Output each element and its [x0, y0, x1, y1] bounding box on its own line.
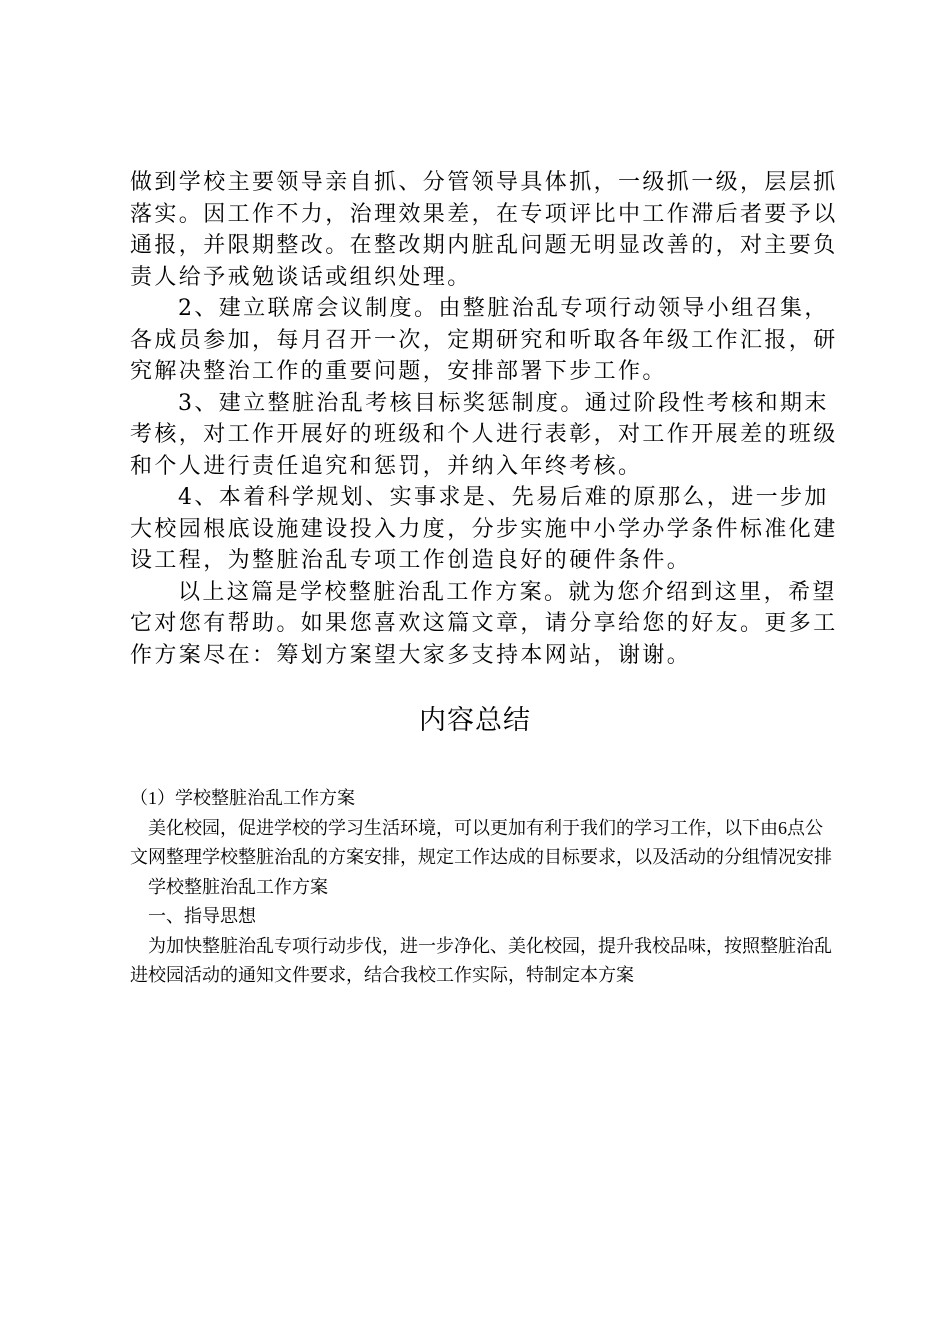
paragraph-responsibility: 做到学校主要领导亲自抓、分管领导具体抓，一级抓一级，层层抓落实。因工作不力，治理效果差，在专项评比中工作滞后者要予以通报，并限期整改。在整改期内脏乱问题无明显改善的，对主要负责人给予戒勉谈话或组织处理。: [130, 170, 838, 290]
main-text: [130, 167, 840, 671]
paragraph-closing: 以上这篇是学校整脏治乱工作方案。就为您介绍到这里，希望它对您有帮助。如果您喜欢这篇文章，请分享给您的好友。更多工作方案尽在：筹划方案望大家多支持本网站，谢谢。: [130, 579, 838, 668]
summary-heading: （1）学校整脏治乱工作方案: [130, 788, 355, 808]
summary-plan-title: 学校整脏治乱工作方案: [148, 876, 328, 897]
paragraph-infrastructure: 4、本着科学规划、实事求是、先易后难的原那么，进一步加大校园根底设施建设投入力度，分步实施中小学办学条件标准化建设工程，为整脏治乱专项工作创造良好的硬件条件。: [130, 485, 838, 573]
summary-paragraph-guidance: 为加快整脏治乱专项行动步伐，进一步净化、美化校园，提升我校品味，按照整脏治乱进校园活动的通知文件要求，结合我校工作实际，特制定本方案: [130, 935, 832, 985]
summary-section-heading: 一、指导思想: [148, 906, 256, 926]
summary-paragraph-intro: 美化校园，促进学校的学习生活环境，可以更加有利于我们的学习工作，以下由6点公文网整理学校整脏治乱的方案安排，规定工作达成的目标要求，以及活动的分组情况安排: [130, 817, 832, 867]
paragraph-joint-meeting: 2、建立联席会议制度。由整脏治乱专项行动领导小组召集，各成员参加，每月召开一次，定期研究和听取各年级工作汇报，研究解决整治工作的重要问题，安排部署下步工作。: [130, 296, 838, 384]
paragraph-assessment: 3、建立整脏治乱考核目标奖惩制度。通过阶段性考核和期末考核，对工作开展好的班级和个人进行表彰，对工作开展差的班级和个人进行责任追究和惩罚，并纳入年终考核。: [130, 390, 838, 479]
summary-section: [130, 784, 840, 991]
summary-title: 内容总结: [419, 705, 531, 736]
